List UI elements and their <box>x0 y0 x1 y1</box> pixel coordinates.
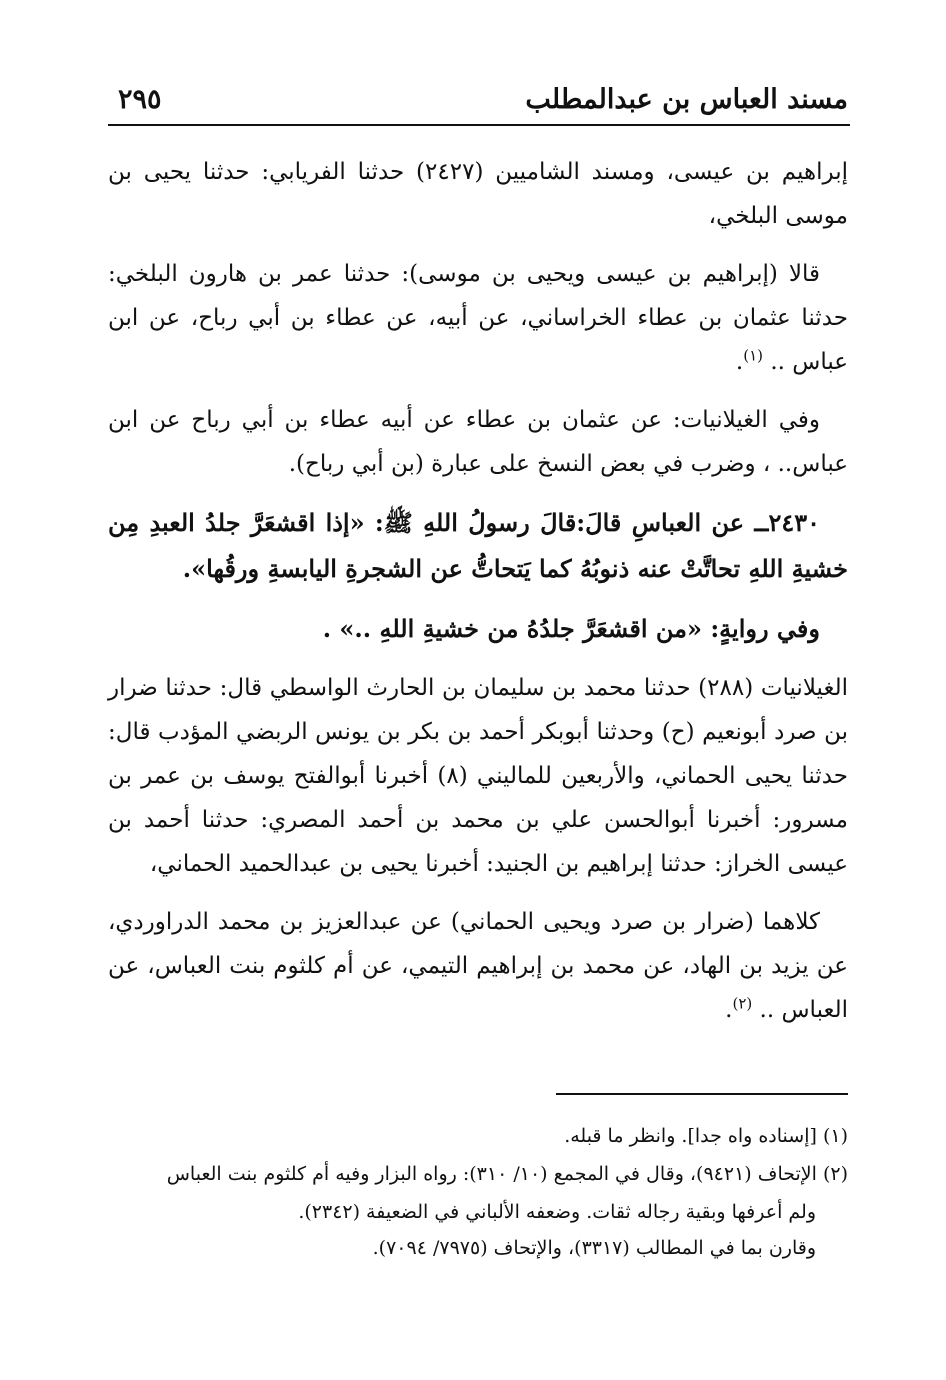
paragraph-text: الغيلانيات (٢٨٨) حدثنا محمد بن سليمان بن الحارث الواسطي قال: حدثنا ضرار بن صرد أبونعيم (ح) وحدثنا أبوبكر أحمد بن بكر بن يونس الربضي المؤدب قال: حدثنا يحيى الحماني، والأربعين للماليني (٨) أخبرنا أبوالفتح يوسف بن عمر بن مسرور: أخبرنا أبوالحسن علي بن محمد بن أحمد المصري: حدثنا أحمد بن عيسى الخراز: حدثنا إبراهيم بن الجنيد: أخبرنا يحيى بن عبدالحميد الحماني، <box>108 675 849 877</box>
hadith-variant: وفي روايةٍ: «من اقشعَرَّ جلدُهُ من خشيةِ اللهِ ..» . <box>322 614 820 643</box>
paragraph-2: قالا (إبراهيم بن عيسى ويحيى بن موسى): حدثنا عمر بن هارون البلخي: حدثنا عثمان بن عطاء الخراساني، عن أبيه، عن عطاء بن أبي رباح، عن ابن عباس .. $^{(١)}$. <box>108 261 848 375</box>
footnote-ref[interactable]: (٢) <box>732 994 753 1013</box>
footnote-2-continued: وقارن بما في المطالب (٣٣١٧)، والإتحاف (٧٩٧٥/ ٧٠٩٤). <box>372 1237 816 1259</box>
footnote-rule <box>556 1093 848 1095</box>
footnote-1: (١) [إسناده واه جدا]. وانظر ما قبله. <box>564 1125 848 1147</box>
paragraph-1 <box>108 150 848 238</box>
header-rule <box>108 124 850 126</box>
main-text <box>108 150 848 1046</box>
footnote-2-continued: ولم أعرفها وبقية رجاله ثقات. وضعفه الألباني في الضعيفة (٢٣٤٢). <box>298 1201 816 1223</box>
paragraph-text: إبراهيم بن عيسى، ومسند الشاميين (٢٤٢٧) حدثنا الفريابي: حدثنا يحيى بن موسى البلخي، <box>108 159 848 229</box>
page-number: ٢٩٥ <box>118 84 162 115</box>
paragraph-text: قالا (إبراهيم بن عيسى ويحيى بن موسى): حدثنا عمر بن هارون البلخي: حدثنا عثمان بن عطاء الخراساني، عن أبيه، عن عطاء بن أبي رباح، عن ابن عباس .. <box>108 261 848 375</box>
running-title: مسند العباس بن عبدالمطلب <box>525 84 848 115</box>
hadith-text: ٢٤٣٠ــ عن العباسِ قالَ:قالَ رسولُ اللهِ ﷺ: «إذا اقشعَرَّ جلدُ العبدِ مِن خشيةِ اللهِ تحاتَّتْ عنه ذنوبُهُ كما يَتحاتُّ عن الشجرةِ اليابسةِ ورقُها». <box>108 508 848 583</box>
paragraph-3 <box>108 398 848 486</box>
footnote-2: (٢) الإتحاف (٩٤٢١)، وقال في المجمع (١٠/ ٣١٠): رواه البزار وفيه أم كلثوم بنت العباس <box>166 1163 848 1185</box>
paragraph-text: وفي الغيلانيات: عن عثمان بن عطاء عن أبيه عطاء بن أبي رباح عن ابن عباس.. ، وضرب في بعض النسخ على عبارة (بن أبي رباح). <box>108 407 848 477</box>
paragraph-4 <box>108 666 848 886</box>
footnotes <box>108 1118 848 1266</box>
page-header <box>108 82 848 122</box>
paragraph-5: كلاهما (ضرار بن صرد ويحيى الحماني) عن عبدالعزيز بن محمد الدراوردي، عن يزيد بن الهاد، عن محمد بن إبراهيم التيمي، عن أم كلثوم بنت العباس، عن العباس .. $^{(٢)}$. <box>108 909 848 1023</box>
paragraph-text: كلاهما (ضرار بن صرد ويحيى الحماني) عن عبدالعزيز بن محمد الدراوردي، عن يزيد بن الهاد، عن محمد بن إبراهيم التيمي، عن أم كلثوم بنت العباس، عن العباس .. <box>108 909 848 1023</box>
footnote-ref[interactable]: (١) <box>743 346 763 365</box>
